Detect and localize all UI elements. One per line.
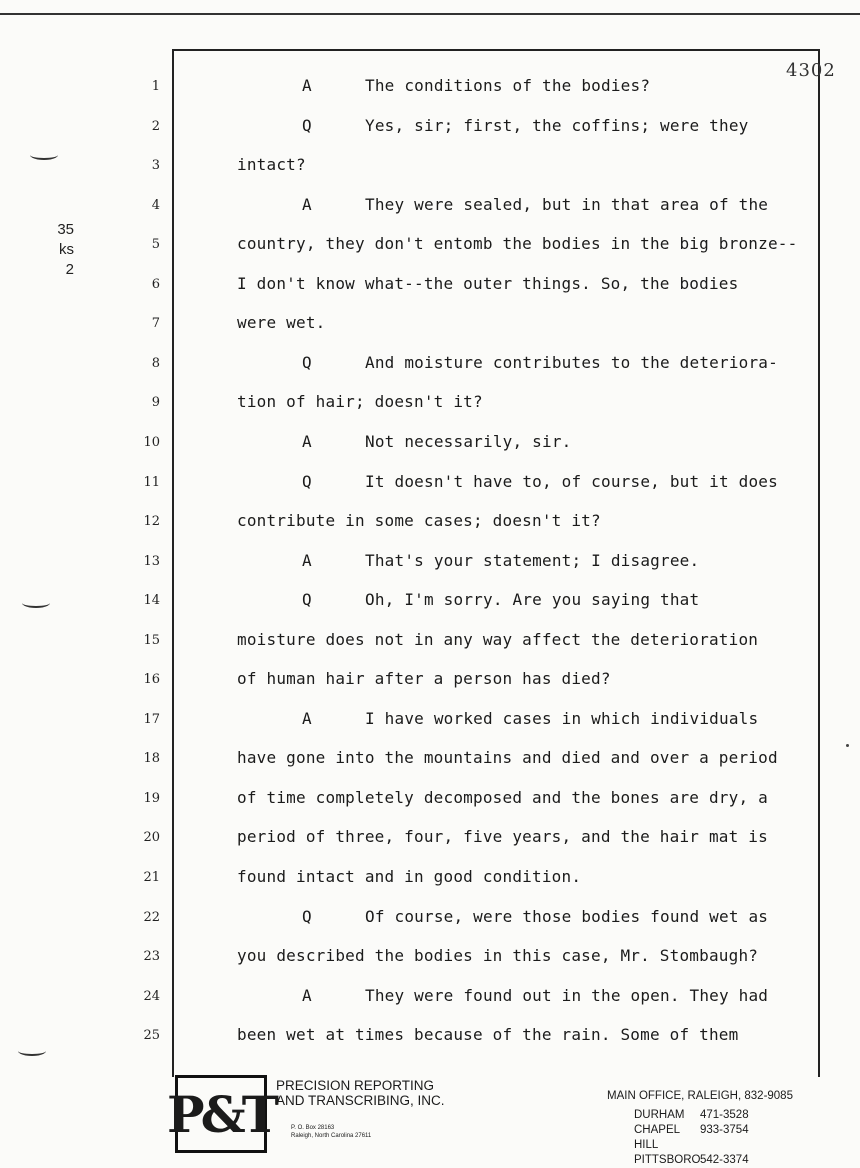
company-logo: P&T [175,1075,267,1153]
speaker-label: Q [302,352,312,372]
line-number: 13 [143,553,160,569]
branch-offices [634,1108,749,1168]
speaker-label: Q [302,906,312,926]
line-number: 10 [143,434,160,450]
line-text: tion of hair; doesn't it? [237,392,483,412]
line-text: Yes, sir; first, the coffins; were they [365,115,749,135]
branch-row [634,1123,749,1153]
margin-note: 2 [65,261,74,278]
transcript-line [0,705,860,735]
transcript-line [0,942,860,972]
line-text: been wet at times because of the rain. Some of them [237,1025,739,1045]
transcript-line [0,823,860,853]
speaker-label: A [302,194,312,214]
transcript-line [0,309,860,339]
transcript-line [0,230,860,260]
transcript-line [0,151,860,181]
transcript-line [0,547,860,577]
line-text: of human hair after a person has died? [237,669,611,689]
transcript-line [0,784,860,814]
speaker-label: A [302,550,312,570]
line-number: 17 [143,711,160,727]
line-text: Not necessarily, sir. [365,431,572,451]
transcript-line [0,270,860,300]
line-text: Oh, I'm sorry. Are you saying that [365,590,700,610]
line-text: Of course, were those bodies found wet as [365,906,769,926]
line-text: I have worked cases in which individuals [365,708,759,728]
branch-city: DURHAM [634,1109,685,1121]
address-line: P. O. Box 28163 [291,1125,335,1131]
margin-note: 35 [57,221,74,238]
firm-name [276,1078,445,1108]
branch-phone: 933-3754 [700,1124,749,1136]
line-text: That's your statement; I disagree. [365,550,700,570]
transcript-line [0,191,860,221]
speaker-label: A [302,985,312,1005]
line-text: period of three, four, five years, and the hair mat is [237,827,768,847]
transcript-line [0,744,860,774]
page-number: 4302 [786,60,836,81]
transcript-line [0,863,860,893]
address-line: Raleigh, North Carolina 27611 [291,1133,372,1139]
line-number: 20 [143,830,160,846]
transcript-line [0,1021,860,1051]
firm-name-line: AND TRANSCRIBING, INC. [276,1093,445,1108]
line-text: of time completely decomposed and the bones are dry, a [237,787,768,807]
transcript-line [0,72,860,102]
speaker-label: Q [302,590,312,610]
line-number: 16 [143,672,160,688]
line-number: 21 [143,870,160,885]
line-text: found intact and in good condition. [237,867,582,886]
line-number: 19 [143,790,160,806]
line-number: 5 [151,237,160,253]
line-number: 15 [143,632,160,648]
line-number: 4 [151,197,160,213]
transcript-line [0,112,860,142]
line-text: I don't know what--the outer things. So, the bodies [237,273,739,293]
transcript-line [0,982,860,1012]
line-number: 23 [143,949,160,965]
line-text: They were found out in the open. They had [365,985,769,1005]
line-text: It doesn't have to, of course, but it does [365,471,778,491]
line-text: moisture does not in any way affect the deterioration [237,629,759,649]
branch-phone: 471-3528 [700,1109,749,1121]
line-text: The conditions of the bodies? [365,76,651,95]
line-number: 18 [143,751,160,767]
speaker-label: Q [302,471,312,491]
margin-note: ks [59,241,74,258]
firm-address [291,1124,371,1140]
branch-city: PITTSBORO [634,1154,701,1166]
transcript-line [0,586,860,616]
line-text: were wet. [237,313,326,333]
transcript-line [0,903,860,933]
line-text: you described the bodies in this case, Mr. Stombaugh? [237,946,759,966]
speaker-label: Q [302,115,312,135]
line-text: have gone into the mountains and died and over a period [237,748,778,768]
transcript-line [0,507,860,537]
speaker-label: A [302,708,312,728]
line-number: 7 [151,316,160,332]
line-number: 14 [143,593,160,609]
branch-row [634,1153,749,1168]
line-text: And moisture contributes to the deteriora- [365,352,778,372]
branch-phone: 542-3374 [700,1154,749,1166]
transcript-line [0,388,860,418]
firm-name-line: PRECISION REPORTING [276,1078,435,1093]
line-number: 2 [151,118,160,134]
line-number: 12 [143,514,160,530]
line-number: 11 [143,474,160,490]
speaker-label: A [302,431,312,451]
line-number: 8 [151,355,160,371]
transcript-line [0,665,860,695]
line-number: 22 [143,909,160,925]
main-office: MAIN OFFICE, RALEIGH, 832-9085 [607,1090,793,1102]
line-text: They were sealed, but in that area of the [365,194,769,214]
line-number: 6 [151,276,160,292]
line-number: 3 [151,158,160,174]
line-text: country, they don't entomb the bodies in the big bronze-- [237,234,798,254]
line-text: intact? [237,155,306,175]
line-number: 9 [151,395,160,411]
transcript-line [0,626,860,656]
speaker-label: A [302,76,312,95]
line-number: 25 [143,1028,160,1044]
top-rule [0,13,860,15]
line-number: 1 [151,79,160,94]
footer [0,1070,860,1168]
branch-row [634,1108,749,1123]
line-text: contribute in some cases; doesn't it? [237,511,601,531]
transcript-line [0,349,860,379]
transcript-line [0,428,860,458]
line-number: 24 [143,988,160,1004]
branch-city: CHAPEL HILL [634,1124,680,1151]
transcript-line [0,468,860,498]
